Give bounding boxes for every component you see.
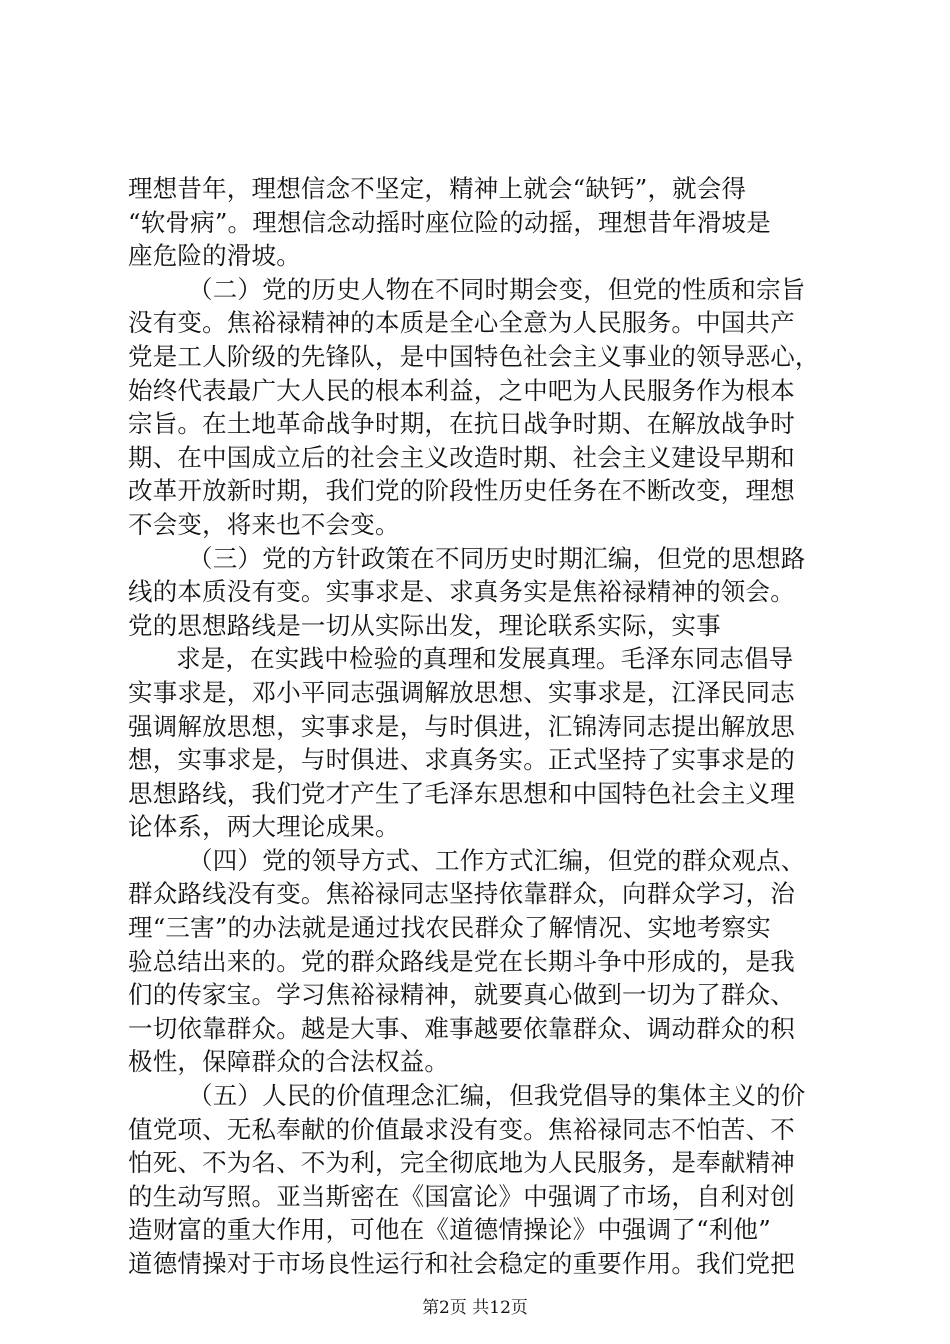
text-line: 想，实事求是，与时俱进、求真务实。正式坚持了实事求是的	[128, 745, 795, 775]
text-line: 改革开放新时期，我们党的阶段性历史任务在不断改变，理想	[128, 476, 795, 506]
text-line: 们的传家宝。学习焦裕禄精神，就要真心做到一切为了群众、	[128, 980, 795, 1010]
text-line: 没有变。焦裕禄精神的本质是全心全意为人民服务。中国共产	[128, 308, 795, 338]
paragraph-heading-5: （五）人民的价值理念汇编，但我党倡导的集体主义的价	[188, 1081, 806, 1111]
paragraph-heading-3: （三）党的方针政策在不同历史时期汇编，但党的思想路	[188, 543, 806, 573]
text-line: “软骨病”。理想信念动摇时座位险的动摇，理想昔年滑坡是	[128, 207, 771, 237]
text-line: 始终代表最广大人民的根本利益，之中吧为人民服务作为根本	[128, 375, 795, 405]
page-number-footer: 第2页 共12页	[422, 1298, 528, 1318]
text-line: 党是工人阶级的先锋队，是中国特色社会主义事业的领导恶心，	[128, 341, 820, 371]
text-line: 期、在中国成立后的社会主义改造时期、社会主义建设早期和	[128, 442, 795, 472]
text-line: 道德情操对于市场良性运行和社会稳定的重要作用。我们党把	[128, 1249, 795, 1278]
text-line: 的生动写照。亚当斯密在《国富论》中强调了市场，自利对创	[128, 1181, 795, 1211]
text-line: 值党项、无私奉献的价值最求没有变。焦裕禄同志不怕苦、不	[128, 1114, 795, 1144]
text-line: 求是，在实践中检验的真理和发展真理。毛泽东同志倡导	[176, 644, 794, 674]
text-line: 思想路线，我们党才产生了毛泽东思想和中国特色社会主义理	[128, 778, 795, 808]
text-line: 验总结出来的。党的群众路线是党在长期斗争中形成的，是我	[128, 946, 795, 976]
text-line: 论体系，两大理论成果。	[128, 812, 400, 842]
text-line: 极性，保障群众的合法权益。	[128, 1047, 450, 1077]
text-line: 座危险的滑坡。	[128, 241, 301, 271]
text-line: 理“三害”的办法就是通过找农民群众了解情况、实地考察实	[128, 913, 771, 943]
text-line: 宗旨。在土地革命战争时期，在抗日战争时期、在解放战争时	[128, 409, 795, 439]
text-line: 不会变，将来也不会变。	[128, 509, 400, 539]
text-line: 党的思想路线是一切从实际出发，理论联系实际，实事	[128, 610, 721, 640]
text-line: 怕死、不为名、不为利，完全彻底地为人民服务，是奉献精神	[128, 1148, 795, 1178]
text-line: 造财富的重大作用，可他在《道德情操论》中强调了“利他”	[128, 1215, 771, 1245]
text-line: 理想昔年，理想信念不坚定，精神上就会“缺钙”，就会得	[128, 174, 747, 203]
text-line: 强调解放思想，实事求是，与时俱进，汇锦涛同志提出解放思	[128, 711, 795, 741]
paragraph-heading-2: （二）党的历史人物在不同时期会变，但党的性质和宗旨	[188, 274, 806, 304]
text-line: 线的本质没有变。实事求是、求真务实是焦裕禄精神的领会。	[128, 577, 795, 607]
body-text	[128, 172, 828, 1281]
paragraph-heading-4: （四）党的领导方式、工作方式汇编，但党的群众观点、	[188, 845, 806, 875]
text-line: 实事求是，邓小平同志强调解放思想、实事求是，江泽民同志	[128, 677, 795, 707]
text-line: 群众路线没有变。焦裕禄同志坚持依靠群众，向群众学习，治	[128, 879, 795, 909]
text-line: 一切依靠群众。越是大事、难事越要依靠群众、调动群众的积	[128, 1013, 795, 1043]
